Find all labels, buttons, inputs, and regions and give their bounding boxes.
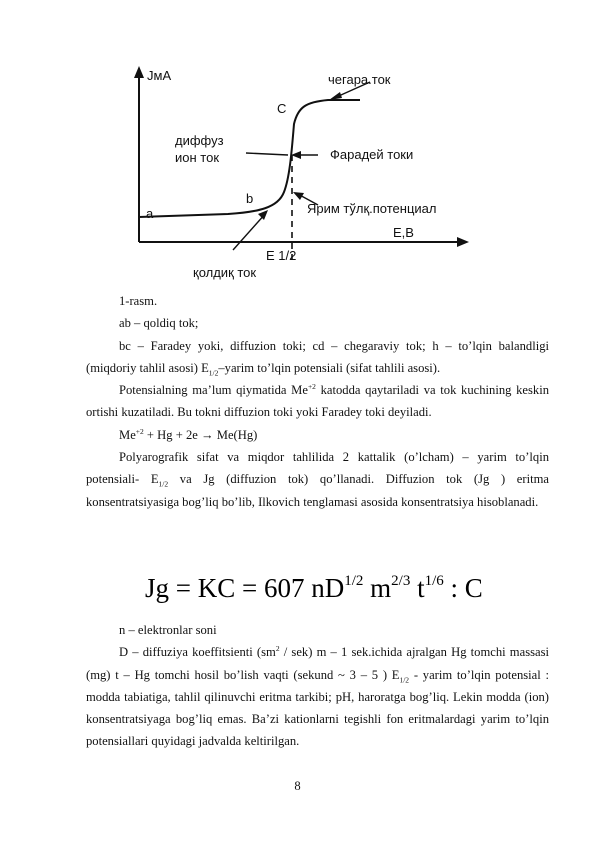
chegara-label: чегара.ток xyxy=(328,72,391,87)
figure-caption: 1-rasm. xyxy=(119,294,158,308)
diffuz-pointer xyxy=(246,153,288,155)
d-definition-paragraph: D – diffuziya koeffitsienti $(sm^2 / sek)$ m – 1 sek.ichida ajralgan Hg tomchi massasi (mg) t – Hg tomchi hosil bo’lish vaqti (sekund ~ 3 – 5 ) $E_{1/2}$ - yarim to’lqin potensial : modda tabiatiga, tahlil qilinuvchi eritma tarkibi; pH, haroratga bog’liq. Lekin modda (ion) konsentratsiyaga bog’liq emas. Ba’zi kationlarni tegishli fon eritmalardagi yarim to’lqin potensiallari quyidagi jadvalda keltirilgan. xyxy=(86,644,550,749)
body-text xyxy=(86,290,549,513)
n-definition: n – elektronlar soni xyxy=(119,623,217,637)
y-axis-label: JмA xyxy=(147,68,172,83)
curve-label-b: b xyxy=(246,191,254,206)
polarography-paragraph: Polyarografik sifat va miqdor tahlilida 2 kattalik (o’lcham) – yarim to’lqin potensiali- $E_{1/2}$ va Jg (diffuzion tok) qo’llanadi. Diffuzion tok (Jg ) eritma konsentratsiyasiga bog’liq bo’lib, Ilkovich tenglamasi asosida konsentratsiya hisoblanadi. xyxy=(86,450,549,509)
reaction-equation: $Me^{+2} + Hg + 2e \to Me(Hg)$ xyxy=(119,426,258,442)
diffuz-label-line2: ион ток xyxy=(175,150,220,165)
y-axis-arrow-icon xyxy=(134,66,144,78)
chegara-arrow-icon xyxy=(329,92,342,100)
yarim-label: Ярим тўлқ.потенциал xyxy=(307,201,437,216)
qoldiq-pointer xyxy=(233,213,266,250)
bc-definition: bc – Faradey yoki, diffuzion toki; cd – chegaraviy tok; h – to’lqin balandligi (miqdoriy tahlil asosi) $E_{1/2}$–yarim to’lqin potensiali (sifat tahlili asosi). xyxy=(86,338,549,378)
potential-paragraph: Potensialning ma’lum qiymatida $Me^{+2}$ katodda qaytariladi va tok kuchining keskin ortishi kuzatiladi. Bu tokni diffuzion toki yoki Faradey toki deyiladi. xyxy=(86,382,549,420)
qoldiq-arrow-icon xyxy=(258,210,268,220)
ilkovich-equation xyxy=(145,563,483,609)
qoldiq-label: қолдиқ ток xyxy=(193,265,257,280)
x-axis-arrow-icon xyxy=(457,237,469,247)
curve-label-c: C xyxy=(277,101,287,116)
page-number: 8 xyxy=(294,779,301,793)
equation-body: Jg = KC = 607 $nD^{1/2}$ $m^{2/3}$ $t^{1/6}$ : C xyxy=(145,573,483,603)
body-text-lower xyxy=(86,619,549,753)
x-axis-label: E,B xyxy=(393,225,414,240)
e-half-label: E 1/2 xyxy=(266,248,297,263)
curve-label-a: a xyxy=(146,206,154,221)
polarogram-figure xyxy=(118,62,490,284)
ab-definition: ab – qoldiq tok; xyxy=(119,316,199,331)
faradey-label: Фарадей токи xyxy=(330,147,414,162)
diffuz-label-line1: диффуз xyxy=(175,133,224,148)
